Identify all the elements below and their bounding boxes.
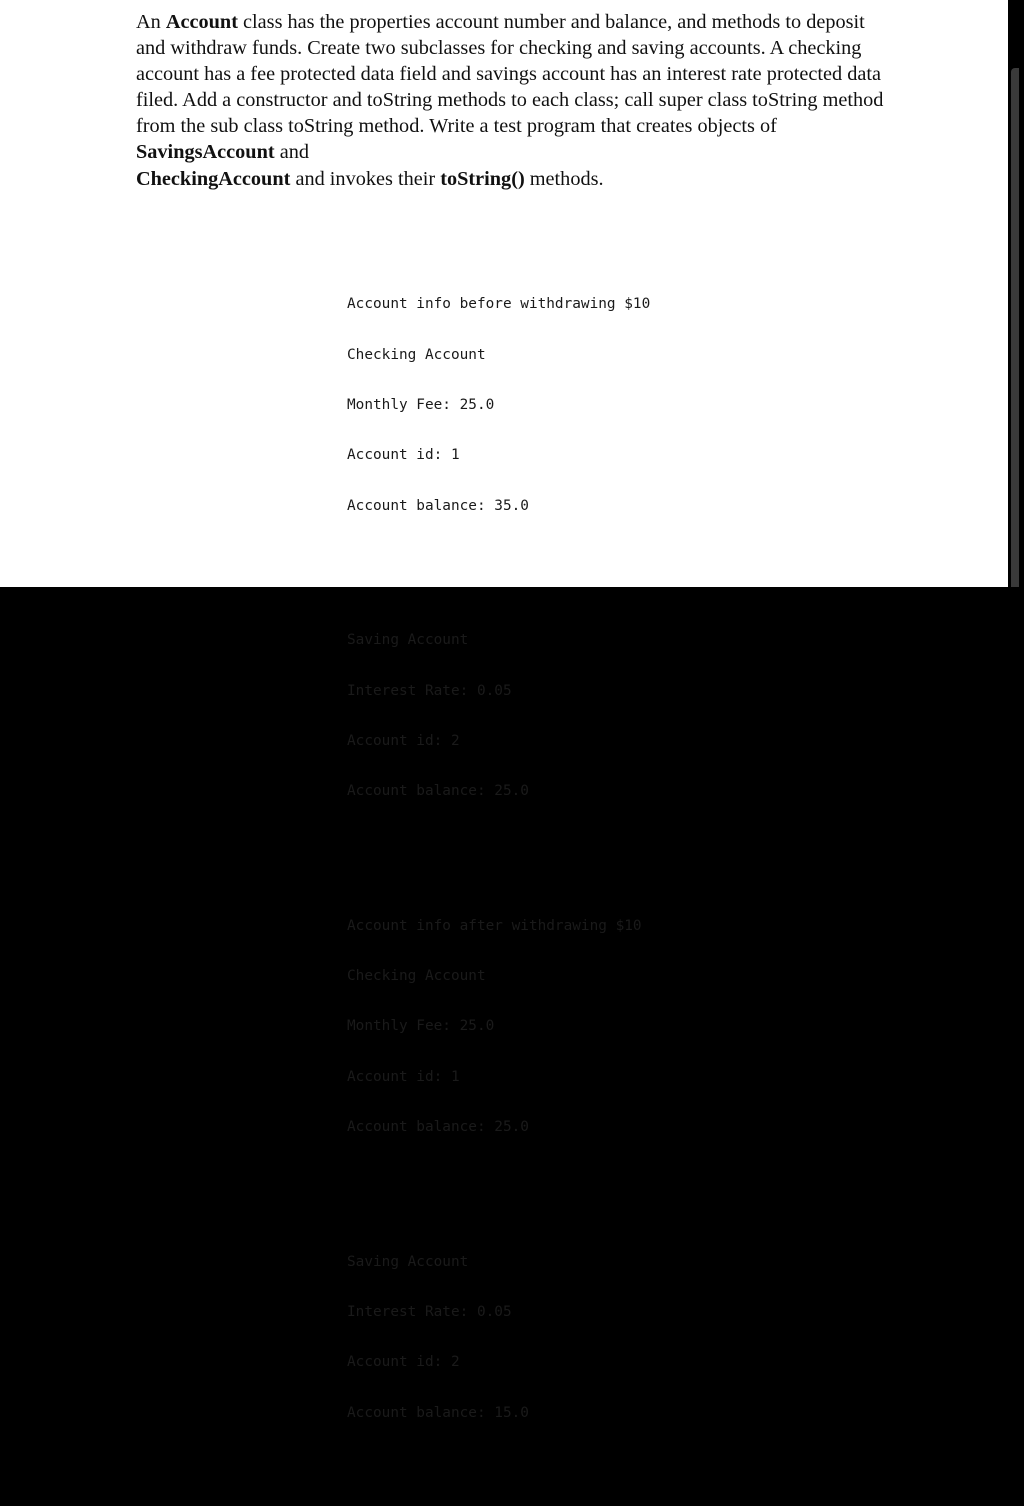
problem-bold-tostring: toString()	[440, 167, 525, 190]
output-line: Account id: 1	[347, 1068, 460, 1085]
output-header-after: Account info after withdrawing $10	[347, 917, 642, 934]
output-line: Account balance: 25.0	[347, 783, 529, 800]
output-line: Account balance: 35.0	[347, 497, 529, 514]
output-block-before-saving	[347, 599, 650, 834]
problem-text-3: and	[274, 141, 309, 164]
output-block-before-checking	[347, 263, 650, 549]
problem-bold-savings-account: SavingsAccount	[136, 141, 275, 164]
output-block-after-checking	[347, 884, 650, 1170]
output-header-before: Account info before withdrawing $10	[347, 296, 651, 313]
output-line: Account balance: 15.0	[347, 1404, 529, 1421]
output-line: Account id: 1	[347, 447, 460, 464]
output-line: Account balance: 25.0	[347, 1119, 529, 1136]
output-line: Saving Account	[347, 632, 469, 649]
output-line: Monthly Fee: 25.0	[347, 396, 495, 413]
problem-text-5: methods.	[524, 167, 604, 190]
output-block-after-saving	[347, 1220, 650, 1455]
output-line: Interest Rate: 0.05	[347, 682, 512, 699]
output-line: Account id: 2	[347, 1354, 460, 1371]
program-output	[347, 229, 650, 1506]
output-line: Checking Account	[347, 968, 486, 985]
problem-text-2: class has the properties account number and balance, and methods to deposit and withdraw funds. Create two subclasses for checking and saving accounts. A checking account has a fee protected data field and savings account has an interest rate protected data filed. Add a constructor and toString methods to each class; call super class toString method from the sub class toString method. Write a test program that creates objects of	[136, 11, 884, 138]
output-line: Saving Account	[347, 1253, 469, 1270]
problem-text-4: and invokes their	[290, 167, 441, 190]
output-line: Interest Rate: 0.05	[347, 1304, 512, 1320]
problem-bold-checking-account: CheckingAccount	[136, 167, 291, 190]
output-line: Account id: 2	[347, 732, 460, 749]
output-line: Checking Account	[347, 346, 486, 363]
output-line: Monthly Fee: 25.0	[347, 1018, 495, 1035]
problem-bold-account: Account	[165, 11, 238, 33]
scrollbar-thumb[interactable]	[1011, 68, 1019, 587]
problem-statement	[136, 9, 896, 192]
problem-text-1: An	[136, 11, 166, 33]
